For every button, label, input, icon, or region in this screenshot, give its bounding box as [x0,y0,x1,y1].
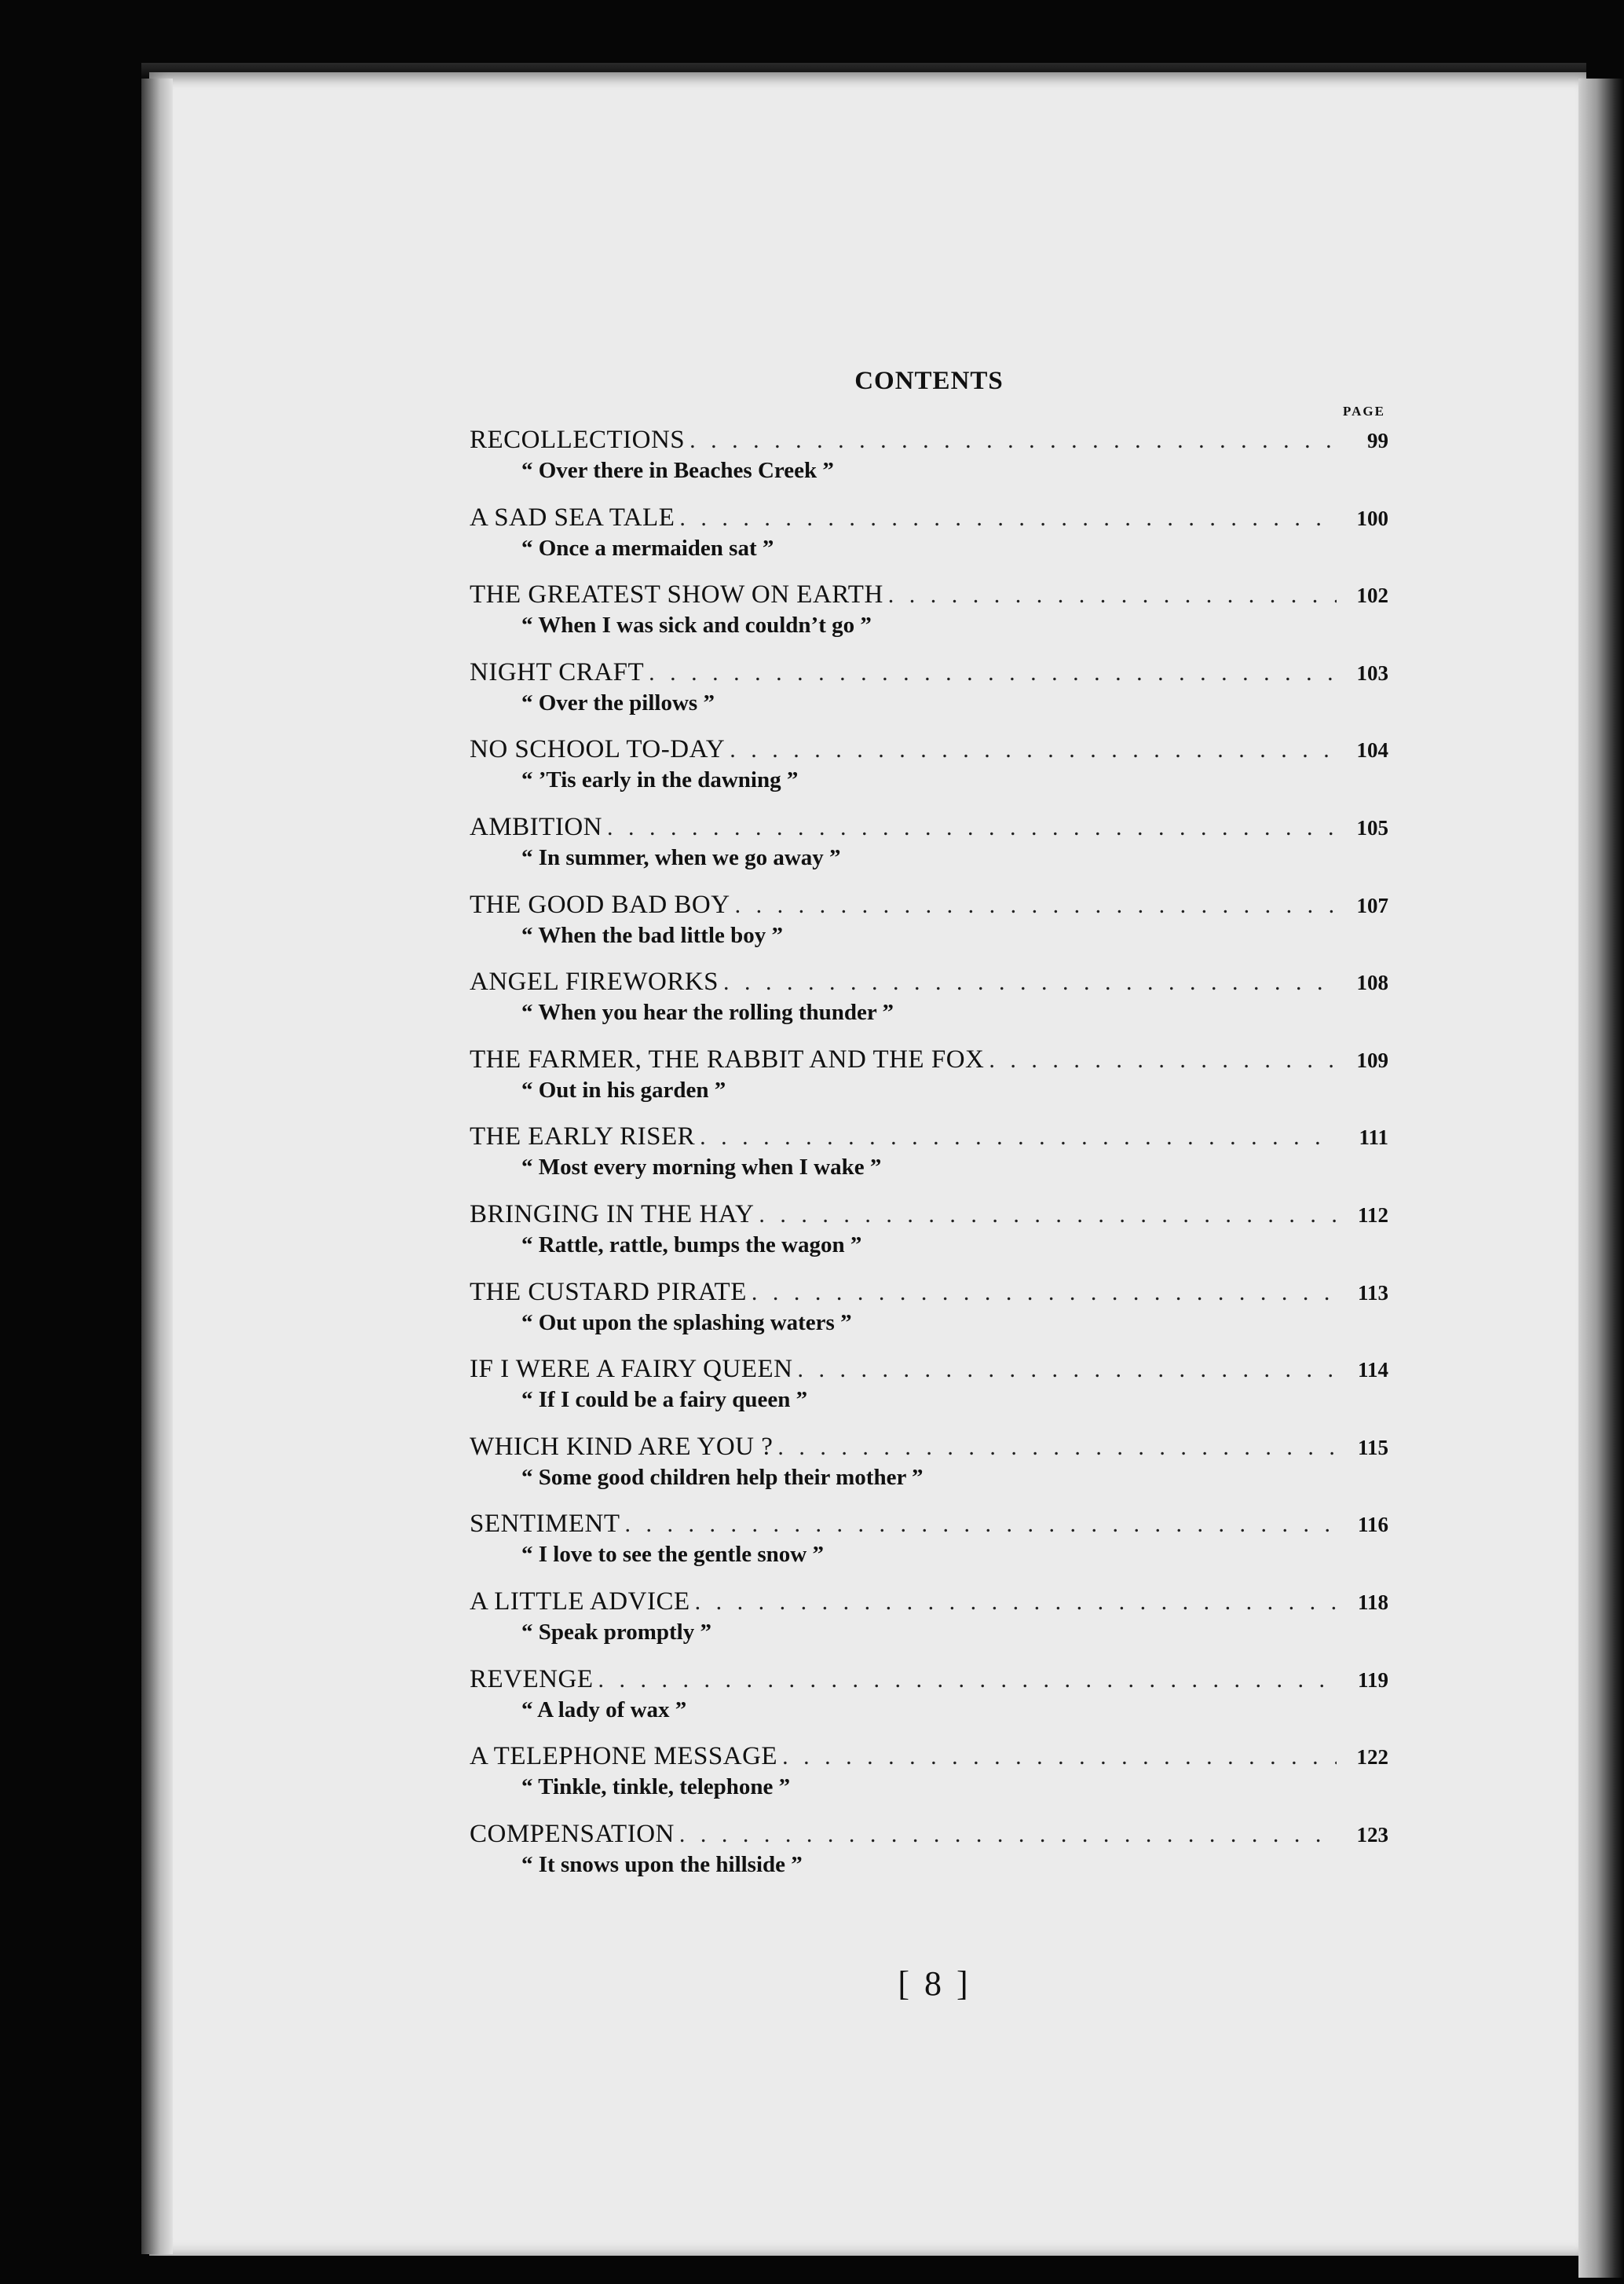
contents-entry [470,1817,1388,1894]
entry-first-line: “ Once a mermaiden sat ” [521,535,774,561]
dot-leader [759,1198,1337,1232]
entry-heading-line [470,888,1388,922]
entry-page-number: 116 [1357,1513,1388,1537]
page-right-edge [1578,79,1624,2278]
entry-page-number: 105 [1356,815,1388,840]
entry-title: NIGHT CRAFT [470,657,645,686]
entry-heading-line [470,1584,1388,1619]
entry-page-number: 119 [1357,1667,1388,1692]
contents-entry [470,1584,1388,1662]
dot-leader [607,811,1337,845]
dot-leader [752,1276,1337,1310]
entry-page-number: 103 [1356,661,1388,685]
entry-first-line: “ Some good children help their mother ” [521,1464,924,1490]
entry-title: RECOLLECTIONS [470,426,686,454]
entry-title: THE FARMER, THE RABBIT AND THE FOX [470,1045,985,1074]
entry-title: NO SCHOOL TO-DAY [470,735,726,764]
dot-leader [679,501,1337,536]
contents-entry [470,1197,1388,1275]
entry-heading-line [470,1662,1388,1697]
entry-first-line: “ Most every morning when I wake ” [521,1155,882,1180]
contents-entry [470,1042,1388,1120]
entry-heading-line [470,655,1388,690]
contents-entry [470,888,1388,965]
entry-title: COMPENSATION [470,1819,675,1848]
entry-title: A SAD SEA TALE [470,503,675,532]
entry-page-number: 115 [1357,1435,1388,1459]
entry-title: IF I WERE A FAIRY QUEEN [470,1355,793,1384]
entry-page-number: 104 [1356,738,1388,763]
dot-leader [649,656,1337,690]
page-number: [ 8 ] [898,1964,971,2003]
dot-leader [689,423,1337,458]
entry-heading-line [470,423,1388,457]
entry-title: AMBITION [470,812,602,841]
entry-title: WHICH KIND ARE YOU ? [470,1432,774,1461]
contents-entry [470,1429,1388,1507]
dot-leader [624,1507,1337,1542]
entry-heading-line [470,500,1388,535]
entry-first-line: “ Rattle, rattle, bumps the wagon ” [521,1232,862,1257]
entry-heading-line [470,1197,1388,1232]
dot-leader [730,733,1337,767]
entry-page-number: 113 [1357,1280,1388,1305]
entry-title: BRINGING IN THE HAY [470,1199,755,1228]
dot-leader [598,1663,1337,1697]
dot-leader [735,888,1337,923]
entry-page-number: 99 [1367,429,1388,452]
entry-page-number: 123 [1356,1822,1388,1847]
entry-title: A LITTLE ADVICE [470,1587,690,1616]
entry-page-number: 112 [1357,1202,1388,1227]
entry-page-number: 118 [1357,1590,1388,1614]
entry-heading-line [470,1817,1388,1851]
entry-heading-line [470,732,1388,767]
entry-heading-line [470,577,1388,612]
dot-leader [797,1352,1337,1387]
entry-heading-line [470,1506,1388,1541]
entry-page-number: 109 [1356,1048,1388,1072]
entry-first-line: “ Out upon the splashing waters ” [521,1309,852,1335]
contents-entry [470,810,1388,888]
entry-page-number: 100 [1356,506,1388,530]
entry-title: A TELEPHONE MESSAGE [470,1742,778,1771]
contents-entry [470,655,1388,733]
entry-title: THE EARLY RISER [470,1122,696,1151]
entry-first-line: “ ’Tis early in the dawning ” [521,767,799,793]
dot-leader [777,1430,1337,1465]
entry-first-line: “ In summer, when we go away ” [521,844,841,870]
entry-first-line: “ Speak promptly ” [521,1619,711,1645]
entry-first-line: “ Over the pillows ” [521,690,715,716]
entry-title: SENTIMENT [470,1510,620,1539]
entry-first-line: “ If I could be a fairy queen ” [521,1387,808,1413]
table-of-contents [470,361,1388,1894]
entry-first-line: “ When the bad little boy ” [521,922,784,948]
contents-entry [470,577,1388,655]
entry-heading-line [470,1042,1388,1077]
entry-first-line: “ Out in his garden ” [521,1077,726,1103]
entry-heading-line [470,1119,1388,1154]
page-left-edge [141,79,173,2254]
entry-page-number: 108 [1356,971,1388,995]
entry-first-line: “ When I was sick and couldn’t go ” [521,613,872,639]
entry-page-number: 114 [1357,1358,1388,1382]
entry-heading-line [470,1739,1388,1773]
entry-first-line: “ Tinkle, tinkle, telephone ” [521,1774,791,1800]
entry-heading-line [470,964,1388,999]
entry-heading-line [470,1429,1388,1464]
entry-page-number: 107 [1356,893,1388,917]
page-column-label: PAGE [1343,404,1385,419]
dot-leader [679,1817,1337,1852]
contents-entry [470,964,1388,1042]
contents-entry [470,1275,1388,1352]
entry-heading-line [470,810,1388,844]
entry-heading-line [470,1275,1388,1309]
entry-title: THE GOOD BAD BOY [470,890,730,919]
entry-title: REVENGE [470,1664,594,1693]
entry-first-line: “ When you hear the rolling thunder ” [521,1000,894,1026]
entry-page-number: 122 [1356,1745,1388,1770]
contents-entry [470,1662,1388,1740]
entry-heading-line [470,1352,1388,1386]
entry-first-line: “ It snows upon the hillside ” [521,1851,803,1877]
entry-page-number: 111 [1359,1126,1388,1150]
dot-leader [888,578,1337,613]
dot-leader [700,1120,1337,1155]
entry-title: THE GREATEST SHOW ON EARTH [470,580,883,609]
contents-entry [470,500,1388,578]
contents-entry [470,423,1388,500]
dot-leader [723,965,1337,1000]
entry-first-line: “ I love to see the gentle snow ” [521,1542,825,1568]
contents-entry [470,1506,1388,1584]
entry-title: THE CUSTARD PIRATE [470,1277,747,1306]
contents-entry [470,1352,1388,1429]
entry-page-number: 102 [1356,584,1388,608]
dot-leader [989,1043,1337,1078]
contents-heading: CONTENTS [854,367,1004,395]
contents-entry [470,1739,1388,1817]
contents-entry [470,1119,1388,1197]
entry-title: ANGEL FIREWORKS [470,968,719,997]
entry-first-line: “ Over there in Beaches Creek ” [521,458,834,483]
dot-leader [695,1585,1337,1620]
dot-leader [782,1740,1337,1774]
contents-entry [470,732,1388,810]
entry-first-line: “ A lady of wax ” [521,1697,687,1722]
contents-list [470,423,1388,1894]
